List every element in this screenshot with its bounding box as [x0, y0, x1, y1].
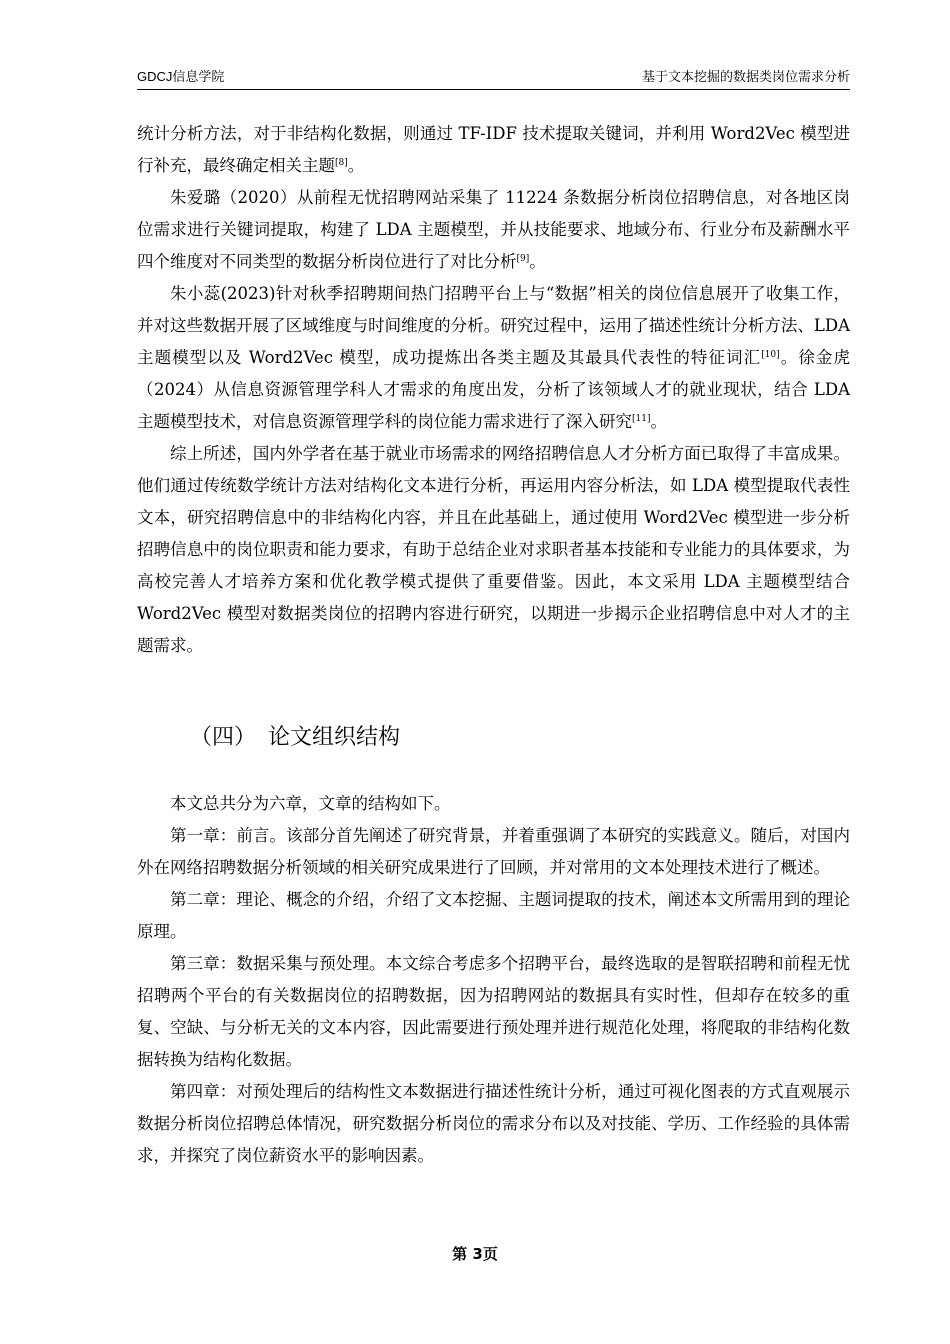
- header-thesis-title: 基于文本挖掘的数据类岗位需求分析: [641, 69, 850, 84]
- paragraph-tail: 。: [650, 412, 667, 431]
- citation-ref: [8]: [335, 158, 348, 168]
- paragraph-2: [137, 182, 850, 278]
- paragraph-chapter-3: 第三章：数据采集与预处理。本文综合考虑多个招聘平台，最终选取的是智联招聘和前程无忧招聘两个平台的有关数据岗位的招聘数据，因为招聘网站的数据具有实时性，但却存在较多的重复、空缺、与分析无关的文本内容，因此需要进行预处理并进行规范化处理，将爬取的非结构化数据转换为结构化数据。: [137, 954, 850, 1069]
- paragraph-tail: 。: [529, 252, 546, 271]
- paragraph-1: [137, 118, 850, 182]
- paragraph-4: 综上所述，国内外学者在基于就业市场需求的网络招聘信息人才分析方面已取得了丰富成果。他们通过传统数学统计方法对结构化文本进行分析，再运用内容分析法，如 LDA 模型提取代表性文本，研究招聘信息中的非结构化内容，并且在此基础上，通过使用 Word2Vec 模型进一步分析招聘信息中的岗位职责和能力要求，有助于总结企业对求职者基本技能和专业能力的具体要求，为高校完善人才培养方案和优化教学模式提供了重要借鉴。因此，本文采用 LDA 主题模型结合 Word2Vec 模型对数据类岗位的招聘内容进行研究，以期进一步揭示企业招聘信息中对人才的主题需求。: [137, 444, 850, 655]
- paragraph-chapter-4: 第四章：对预处理后的结构性文本数据进行描述性统计分析，通过可视化图表的方式直观展示数据分析岗位招聘总体情况，研究数据分析岗位的需求分布以及对技能、学历、工作经验的具体需求，并探究了岗位薪资水平的影响因素。: [137, 1082, 850, 1165]
- citation-ref: [9]: [516, 254, 530, 264]
- section-title: 论文组织结构: [268, 725, 401, 750]
- body-text-top: [137, 118, 850, 662]
- paragraph-text: 统计分析方法，对于非结构化数据，则通过 TF-IDF 技术提取关键词，并利用 Word2Vec 模型进行补充，最终确定相关主题: [137, 124, 850, 175]
- citation-ref: [10]: [761, 350, 780, 360]
- header-institution: GDCJ信息学院: [137, 69, 225, 84]
- body-text-bottom: [137, 788, 850, 1172]
- section-number: （四）: [190, 725, 257, 750]
- paragraph-text: 朱小蕊(2023)针对秋季招聘期间热门招聘平台上与“数据”相关的岗位信息展开了收集工作，并对这些数据开展了区域维度与时间维度的分析。研究过程中，运用了描述性统计分析方法、LDA 主题模型以及 Word2Vec 模型，成功提炼出各类主题及其最具代表性的特征词汇: [137, 284, 850, 367]
- paragraph-chapter-2: 第二章：理论、概念的介绍，介绍了文本挖掘、主题词提取的技术，阐述本文所需用到的理论原理。: [137, 890, 850, 941]
- paragraph-text: 朱爱璐（2020）从前程无忧招聘网站采集了 11224 条数据分析岗位招聘信息，对各地区岗位需求进行关键词提取，构建了 LDA 主题模型，并从技能要求、地域分布、行业分布及薪酬水平四个维度对不同类型的数据分析岗位进行了对比分析: [137, 188, 850, 271]
- section-heading: [190, 720, 400, 751]
- paragraph-tail: 。: [347, 156, 365, 175]
- paragraph-structure-intro: 本文总共分为六章，文章的结构如下。: [170, 794, 451, 813]
- paragraph-chapter-1: 第一章：前言。该部分首先阐述了研究背景，并着重强调了本研究的实践意义。随后，对国内外在网络招聘数据分析领域的相关研究成果进行了回顾，并对常用的文本处理技术进行了概述。: [137, 826, 850, 877]
- page-header: [137, 66, 850, 88]
- paragraph-3: [137, 278, 850, 438]
- paragraph-text-continued: 。徐金虎（2024）从信息资源管理学科人才需求的角度出发，分析了该领域人才的就业现状，结合 LDA 主题模型技术，对信息资源管理学科的岗位能力需求进行了深入研究: [137, 348, 850, 431]
- page-number: 第 3页: [452, 1245, 498, 1263]
- header-divider: [137, 89, 850, 90]
- citation-ref: [11]: [632, 414, 651, 424]
